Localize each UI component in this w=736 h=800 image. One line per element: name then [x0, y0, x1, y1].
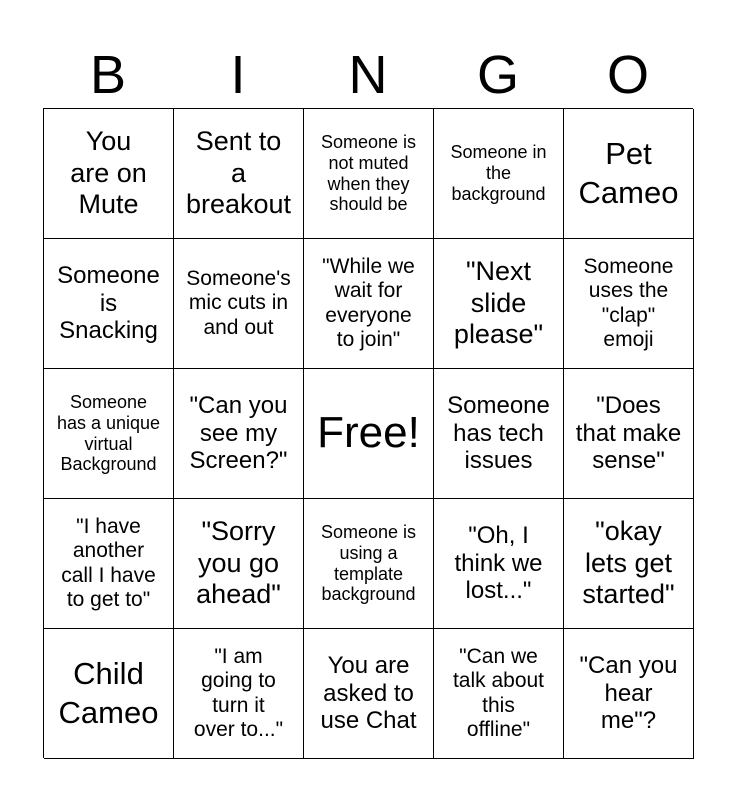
- bingo-cell-r1-c2[interactable]: [174, 109, 304, 239]
- bingo-cell-r2-c5[interactable]: [564, 239, 694, 369]
- bingo-cell-text: Someone's mic cuts in and out: [186, 267, 291, 339]
- bingo-cell-text: "While we wait for everyone to join": [322, 255, 415, 351]
- bingo-cell-text: You are asked to use Chat: [320, 652, 417, 735]
- bingo-cell-text: Someone is Snacking: [57, 262, 160, 345]
- header-letter-i: I: [230, 45, 246, 105]
- bingo-cell-r5-c3[interactable]: [304, 629, 434, 759]
- bingo-cell-text: "okay lets get started": [582, 516, 675, 610]
- bingo-cell-r1-c3[interactable]: [304, 109, 434, 239]
- bingo-cell-text: Someone has a unique virtual Background: [56, 392, 161, 475]
- bingo-cell-r4-c5[interactable]: [564, 499, 694, 629]
- bingo-cell-text: "Sorry you go ahead": [196, 516, 281, 610]
- bingo-header: [43, 40, 693, 108]
- bingo-board: [43, 108, 693, 758]
- bingo-cell-text: "Does that make sense": [575, 392, 682, 475]
- bingo-cell-r4-c4[interactable]: [434, 499, 564, 629]
- bingo-cell-r5-c1[interactable]: [44, 629, 174, 759]
- bingo-cell-text: "I have another call I have to get to": [61, 515, 156, 611]
- bingo-cell-r5-c4[interactable]: [434, 629, 564, 759]
- bingo-cell-text: Someone has tech issues: [447, 392, 550, 475]
- bingo-cell-r3-c1[interactable]: [44, 369, 174, 499]
- bingo-cell-r1-c4[interactable]: [434, 109, 564, 239]
- header-letter-b: B: [89, 45, 127, 105]
- bingo-cell-text: Someone is using a template background: [320, 522, 417, 605]
- bingo-cell-text: Someone in the background: [450, 142, 547, 204]
- bingo-cell-text: "Next slide please": [453, 256, 544, 350]
- bingo-cell-r3-c5[interactable]: [564, 369, 694, 499]
- bingo-cell-r1-c1[interactable]: [44, 109, 174, 239]
- bingo-cell-r2-c1[interactable]: [44, 239, 174, 369]
- bingo-cell-text: "I am going to turn it over to...": [193, 645, 284, 741]
- bingo-cell-r3-c2[interactable]: [174, 369, 304, 499]
- bingo-cell-text: Pet Cameo: [578, 135, 679, 210]
- bingo-cell-free[interactable]: [304, 369, 434, 499]
- bingo-cell-text: Someone uses the "clap" emoji: [583, 255, 674, 351]
- bingo-cell-text: "Can you hear me"?: [579, 652, 678, 735]
- bingo-cell-text: Sent to a breakout: [185, 126, 292, 220]
- bingo-cell-r2-c4[interactable]: [434, 239, 564, 369]
- free-space-text: Free!: [317, 408, 420, 458]
- bingo-cell-r4-c1[interactable]: [44, 499, 174, 629]
- bingo-cell-r5-c5[interactable]: [564, 629, 694, 759]
- bingo-cell-r4-c2[interactable]: [174, 499, 304, 629]
- bingo-cell-text: "Oh, I think we lost...": [454, 522, 543, 605]
- bingo-cell-text: Someone is not muted when they should be: [320, 132, 417, 215]
- bingo-cell-r3-c4[interactable]: [434, 369, 564, 499]
- bingo-cell-r5-c2[interactable]: [174, 629, 304, 759]
- bingo-cell-text: "Can you see my Screen?": [189, 392, 288, 475]
- bingo-cell-r1-c5[interactable]: [564, 109, 694, 239]
- header-letter-g: G: [476, 45, 519, 105]
- bingo-cell-r2-c2[interactable]: [174, 239, 304, 369]
- bingo-cell-r4-c3[interactable]: [304, 499, 434, 629]
- bingo-cell-text: Child Cameo: [58, 655, 159, 730]
- header-letter-n: N: [348, 45, 388, 105]
- bingo-cell-text: "Can we talk about this offline": [452, 645, 545, 741]
- bingo-cell-text: You are on Mute: [70, 126, 147, 220]
- header-letter-o: O: [606, 45, 649, 105]
- bingo-cell-r2-c3[interactable]: [304, 239, 434, 369]
